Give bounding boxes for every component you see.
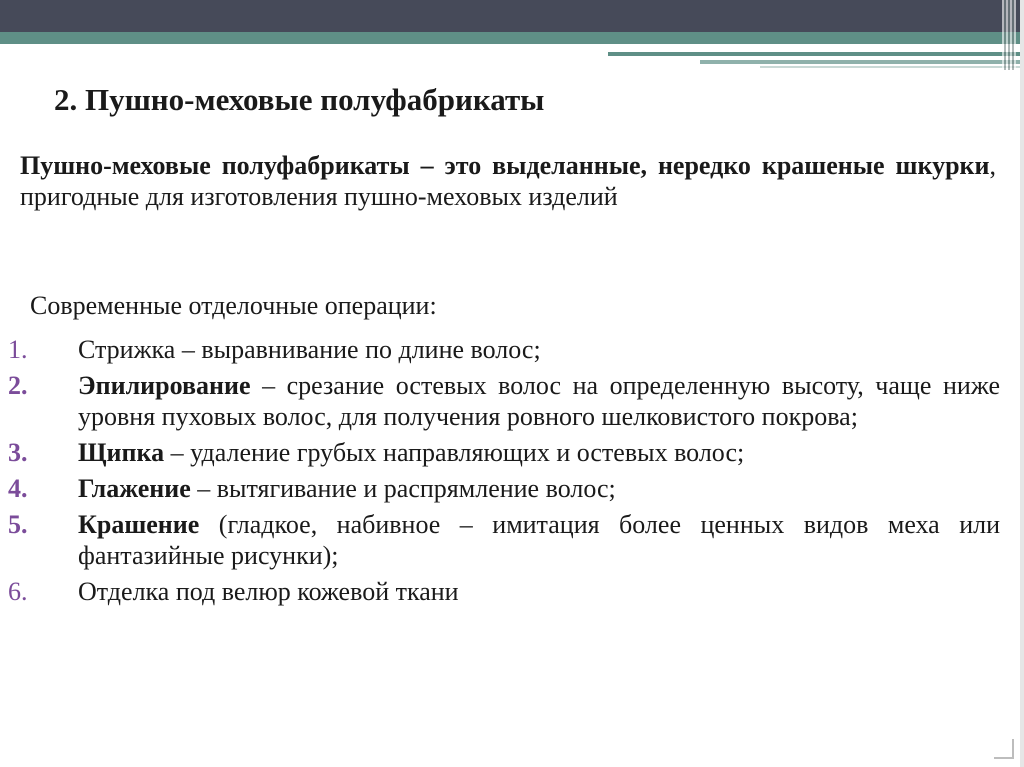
header-line (700, 60, 1024, 64)
list-item (0, 437, 1000, 468)
list-number: 5. (8, 510, 28, 539)
list-term: Крашение (78, 510, 200, 539)
list-item (0, 509, 1000, 571)
list-text: – удаление грубых направляющих и остевых волос; (164, 438, 745, 467)
definition-term: Пушно-меховые полуфабрикаты – это выделанные, нередко крашеные шкурки (20, 151, 990, 180)
list-number: 6. (8, 577, 28, 606)
list-number: 2. (8, 371, 28, 400)
decorative-stripes (1002, 0, 1016, 70)
list-item (0, 334, 1000, 365)
header-bar (0, 0, 1024, 32)
list-item (0, 473, 1000, 504)
list-text: Стрижка – выравнивание по длине волос; (78, 335, 541, 364)
list-text: – вытягивание и распрямление волос; (190, 474, 616, 503)
slide-edge (1020, 0, 1024, 767)
slide-corner-decoration (994, 739, 1014, 759)
list-term: Щипка (78, 438, 165, 467)
list-item (0, 576, 1000, 607)
list-number: 4. (8, 474, 28, 503)
slide-title: 2. Пушно-меховые полуфабрикаты (54, 82, 545, 117)
operations-intro: Современные отделочные операции: (30, 291, 437, 320)
list-number: 3. (8, 438, 28, 467)
header-accent-bar (0, 32, 1024, 44)
list-term: Эпилирование (78, 371, 251, 400)
list-text: Отделка под велюр кожевой ткани (78, 577, 459, 606)
list-term: Глажение (78, 474, 191, 503)
header-line (608, 52, 1024, 56)
definition-paragraph (20, 150, 996, 212)
list-text: (гладкое, набивное – имитация более ценных видов меха или фантазийные рисунки); (78, 510, 1000, 570)
list-number: 1. (8, 335, 28, 364)
operations-list (0, 334, 1000, 612)
list-item (0, 370, 1000, 432)
list-text: – срезание остевых волос на определенную высоту, чаще ниже уровня пуховых волос, для получения ровного шелковистого покрова; (78, 371, 1000, 431)
definition-text: , пригодные для изготовления пушно-меховых изделий (20, 151, 996, 211)
header-line (760, 66, 1024, 68)
